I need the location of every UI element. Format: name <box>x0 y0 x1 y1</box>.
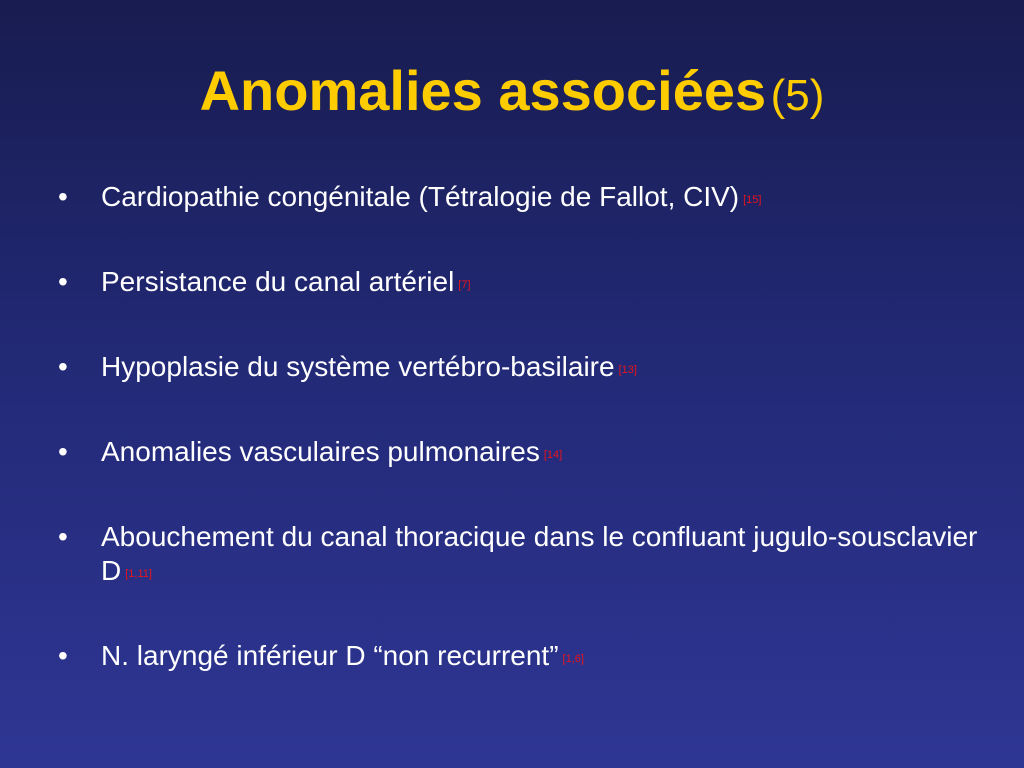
reference-citation: [1,6] <box>562 653 584 665</box>
bullet-item <box>58 639 978 676</box>
bullet-dot-icon: • <box>58 436 68 467</box>
bullet-list <box>58 180 978 724</box>
bullet-dot-icon: • <box>58 351 68 382</box>
bullet-dot-icon: • <box>58 521 68 552</box>
reference-citation: [13] <box>618 364 637 376</box>
bullet-text: N. laryngé inférieur D “non recurrent” <box>101 640 559 671</box>
slide-title-main: Anomalies associées <box>199 59 767 122</box>
bullet-text: Anomalies vasculaires pulmonaires <box>101 436 540 467</box>
bullet-text: Hypoplasie du système vertébro-basilaire <box>101 351 615 382</box>
bullet-item <box>58 180 978 217</box>
bullet-dot-icon: • <box>58 181 68 212</box>
bullet-dot-icon: • <box>58 266 68 297</box>
slide-title-number: (5) <box>770 71 825 120</box>
bullet-text: Persistance du canal artériel <box>101 266 455 297</box>
bullet-text: Abouchement du canal thoracique dans le confluant jugulo-sousclavier D <box>101 521 978 586</box>
bullet-item <box>58 435 978 472</box>
reference-citation: [7] <box>458 279 471 291</box>
reference-citation: [14] <box>543 449 563 461</box>
slide-title <box>0 58 1024 123</box>
bullet-item <box>58 520 978 591</box>
reference-citation: [15] <box>743 194 762 206</box>
bullet-item <box>58 265 978 302</box>
bullet-dot-icon: • <box>58 640 68 671</box>
reference-citation: [1,11] <box>125 568 152 580</box>
bullet-item <box>58 350 978 387</box>
bullet-text: Cardiopathie congénitale (Tétralogie de Fallot, CIV) <box>101 181 740 212</box>
